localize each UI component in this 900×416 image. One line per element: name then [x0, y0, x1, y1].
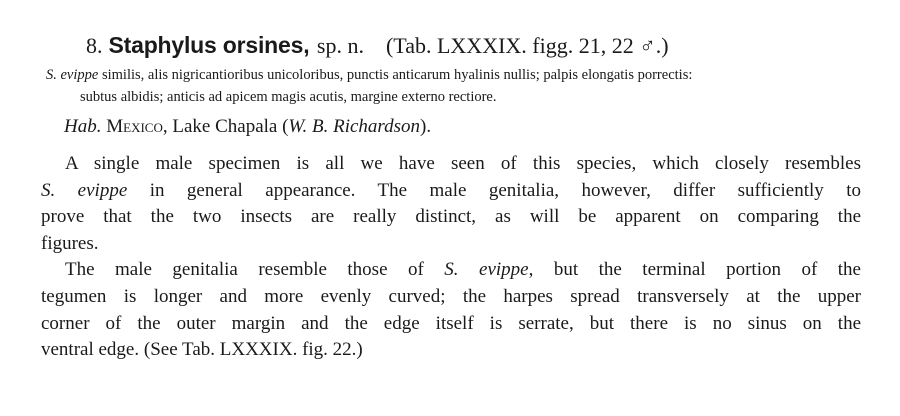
paragraph-2-line-1-start: The male genitalia resemble those of: [65, 259, 445, 281]
species-name: Staphylus orsines,: [108, 32, 310, 58]
paragraph-2-line-2: tegumen is longer and more evenly curved; the harpes spread transversely at the upper: [41, 285, 861, 307]
latin-diagnosis: [46, 64, 866, 108]
paragraph-1-line-2: [41, 178, 861, 205]
habitat-label: Hab.: [64, 116, 102, 137]
paragraph-2-line-1-end: , but the terminal portion of the: [528, 259, 861, 281]
species-status: sp. n.: [316, 33, 364, 58]
paragraph-2-line-4: ventral edge. (See Tab. LXXXIX. fig. 22.): [41, 339, 363, 361]
diagnosis-line-2: subtus albidis; anticis ad apicem magis acutis, margine externo rectiore.: [80, 89, 497, 105]
paragraph-1-line-3: prove that the two insects are really distinct, as will be apparent on comparing the: [41, 206, 861, 228]
habitat-line: [64, 114, 431, 140]
paragraph-2-species-ref: S. evippe: [444, 259, 529, 281]
paragraph-2-line-3: corner of the outer margin and the edge itself is serrate, but there is no sinus on the: [41, 312, 861, 334]
species-number: 8.: [86, 33, 103, 58]
species-heading: [86, 30, 669, 61]
paragraph-2-line-1: [41, 257, 861, 284]
diagnosis-species-ref: S. evippe: [46, 67, 99, 83]
paragraph-1-species-ref: S. evippe: [41, 179, 128, 201]
plate-reference: (Tab. LXXXIX. figg. 21, 22 ♂.): [385, 33, 669, 58]
habitat-locality: , Lake Chapala (: [162, 116, 289, 137]
description-text: [41, 151, 861, 364]
habitat-close: ).: [420, 116, 432, 137]
paragraph-1-line-1: A single male specimen is all we have seen of this species, which closely resembles: [65, 153, 861, 174]
habitat-collector: W. B. Richardson: [288, 116, 421, 137]
diagnosis-line-1-text: similis, alis nigricantioribus unicoloribus, punctis anticarum hyalinis nullis; palpis elongatis porrectis:: [98, 67, 693, 83]
diagnosis-line-1: [46, 64, 866, 86]
habitat-country: Mexico: [106, 116, 163, 137]
paragraph-1-line-2-text: in general appearance. The male genitalia, however, differ sufficiently to: [127, 179, 861, 201]
paragraph-1-line-4: figures.: [41, 232, 99, 254]
